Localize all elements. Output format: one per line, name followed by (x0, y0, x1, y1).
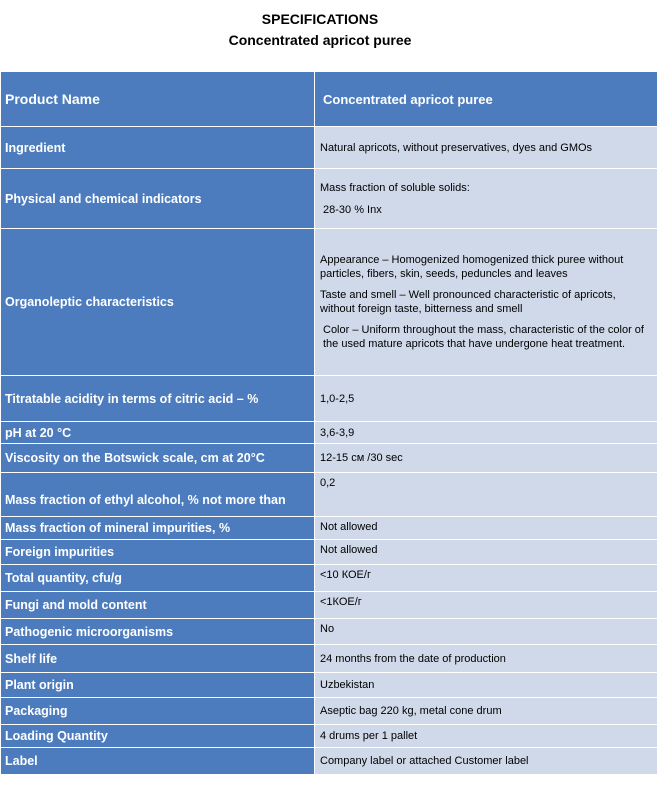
row-name-foreign-impurities: Foreign impurities (1, 540, 315, 565)
row-name-mineral-impurities: Mass fraction of mineral impurities, % (1, 517, 315, 540)
soluble-solids-value: 28-30 % Inx (323, 203, 382, 216)
table-row (1, 645, 658, 673)
row-value-pathogenic: No (315, 619, 658, 645)
row-value-foreign-impurities: Not allowed (315, 540, 658, 565)
title-specifications: SPECIFICATIONS (261, 11, 379, 27)
row-name-ethyl-alcohol: Mass fraction of ethyl alcohol, % not more than (1, 473, 315, 517)
row-name-organoleptic: Organoleptic characteristics (1, 229, 315, 376)
color-text: Color – Uniform throughout the mass, characteristic of the color of the used mature apricots that have undergone heat treatment. (323, 324, 644, 350)
table-row (1, 422, 658, 444)
row-value-total-quantity: <10 КОЕ/г (315, 565, 658, 592)
row-name-shelf-life: Shelf life (1, 645, 315, 673)
row-value-titratable-acidity: 1,0-2,5 (315, 376, 658, 422)
table-row (1, 169, 658, 229)
row-name-label: Label (1, 748, 315, 775)
row-value-ingredient: Natural apricots, without preservatives, dyes and GMOs (315, 127, 658, 169)
table-row (1, 444, 658, 473)
row-value-organoleptic (315, 229, 658, 376)
table-row (1, 565, 658, 592)
row-value-mineral-impurities: Not allowed (315, 517, 658, 540)
table-row (1, 376, 658, 422)
table-row (1, 127, 658, 169)
row-value-packaging: Aseptic bag 220 kg, metal cone drum (315, 698, 658, 725)
table-row (1, 473, 658, 517)
table-row (1, 748, 658, 775)
row-value-plant-origin: Uzbekistan (315, 673, 658, 698)
header-value-cell: Concentrated apricot puree (315, 72, 658, 127)
table-row (1, 540, 658, 565)
table-row (1, 517, 658, 540)
specifications-table (0, 71, 658, 775)
row-name-fungi-mold: Fungi and mold content (1, 592, 315, 619)
document-title (0, 0, 640, 70)
table-row (1, 725, 658, 748)
table-row (1, 698, 658, 725)
appearance-text: Appearance – Homogenized homogenized thick puree without particles, fibers, skin, seeds, peduncles and leaves (320, 254, 624, 280)
table-row (1, 673, 658, 698)
row-name-physical-chemical: Physical and chemical indicators (1, 169, 315, 229)
taste-smell-text: Taste and smell – Well pronounced characteristic of apricots, without foreign taste, bitterness and smell (320, 289, 616, 315)
row-value-ethyl-alcohol: 0,2 (315, 473, 658, 517)
table-row (1, 619, 658, 645)
row-name-loading-quantity: Loading Quantity (1, 725, 315, 748)
header-name-cell: Product Name (1, 72, 315, 127)
row-value-loading-quantity: 4 drums per 1 pallet (315, 725, 658, 748)
row-value-fungi-mold: <1КОЕ/г (315, 592, 658, 619)
table-row (1, 592, 658, 619)
row-value-ph: 3,6-3,9 (315, 422, 658, 444)
soluble-solids-label: Mass fraction of soluble solids: (320, 181, 470, 194)
row-name-titratable-acidity: Titratable acidity in terms of citric acid – % (1, 376, 315, 422)
row-name-packaging: Packaging (1, 698, 315, 725)
row-name-ph: pH at 20 °C (1, 422, 315, 444)
row-name-total-quantity: Total quantity, cfu/g (1, 565, 315, 592)
title-product: Concentrated apricot puree (228, 32, 412, 48)
row-name-pathogenic: Pathogenic microorganisms (1, 619, 315, 645)
table-row (1, 229, 658, 376)
row-value-physical-chemical (315, 169, 658, 229)
row-name-ingredient: Ingredient (1, 127, 315, 169)
row-value-label: Company label or attached Customer label (315, 748, 658, 775)
row-name-plant-origin: Plant origin (1, 673, 315, 698)
table-header-row (1, 72, 658, 127)
row-name-viscosity: Viscosity on the Botswick scale, cm at 20°C (1, 444, 315, 473)
row-value-shelf-life: 24 months from the date of production (315, 645, 658, 673)
row-value-viscosity: 12-15 см /30 sec (315, 444, 658, 473)
